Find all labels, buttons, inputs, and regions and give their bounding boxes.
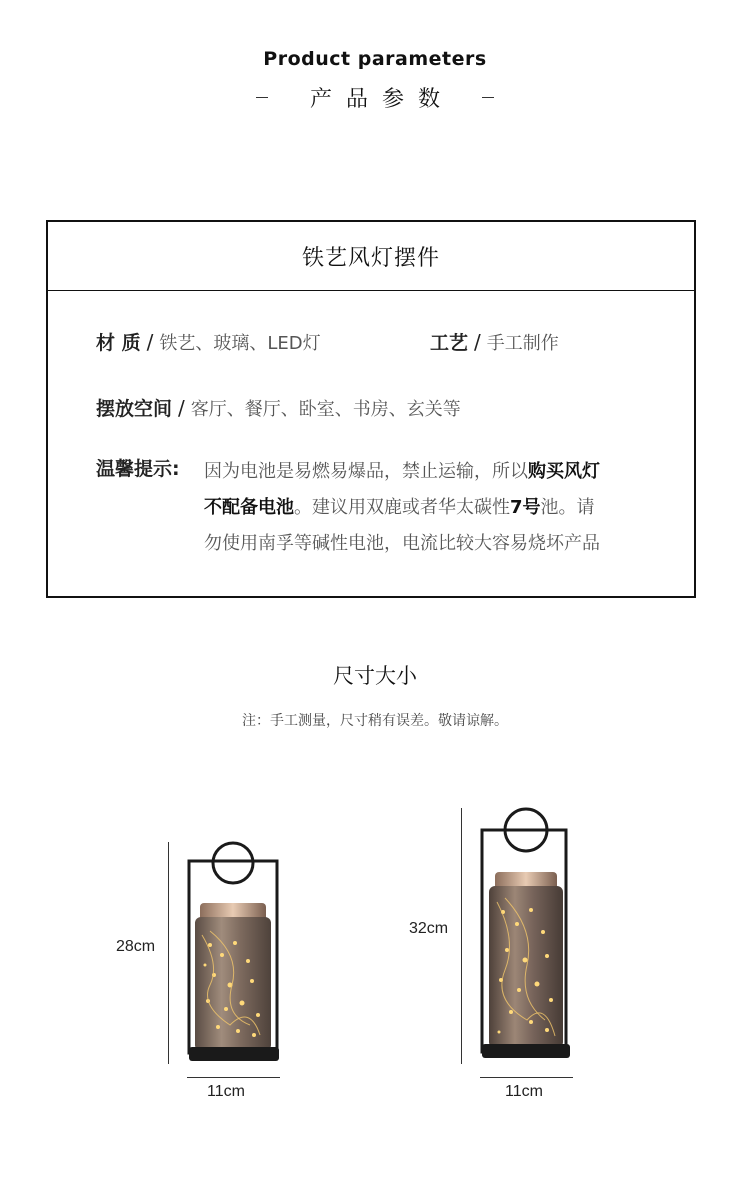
tips-text (204, 454, 674, 562)
large-width-label: 11cm (505, 1083, 543, 1100)
placement-value: 客厅、餐厅、卧室、书房、玄关等 (190, 399, 461, 420)
small-lantern-image (180, 835, 290, 1065)
size-note: 注：手工测量，尺寸稍有误差。敬请谅解。 (242, 713, 508, 729)
small-width-label: 11cm (207, 1083, 245, 1100)
title-english: Product parameters (263, 48, 487, 70)
large-jar (489, 886, 563, 1048)
tips-line-1-normal: 因为电池是易燃易爆品，禁止运输，所以 (204, 461, 528, 482)
small-ring (213, 843, 253, 883)
craft-slash: / (474, 330, 481, 354)
large-base (482, 1044, 570, 1058)
title-dash-right (482, 97, 494, 98)
small-jar (195, 917, 271, 1051)
material-label: 材 质 (96, 332, 141, 354)
large-height-line (461, 808, 462, 1064)
title-chinese-row (0, 82, 750, 113)
craft-value: 手工制作 (486, 333, 559, 354)
tips-line-1-bold: 购买风灯 (528, 461, 600, 482)
parameter-box (46, 220, 696, 598)
small-height-line (168, 842, 169, 1064)
tips-line-2 (204, 490, 674, 526)
size-title: 尺寸大小 (333, 664, 417, 688)
large-width-line (480, 1077, 573, 1078)
material-value: 铁艺、玻璃、LED灯 (159, 333, 321, 354)
craft-label: 工艺 (430, 332, 469, 354)
large-height-label: 32cm (409, 920, 449, 937)
small-base (189, 1047, 279, 1061)
tips-line-2-bold: 不配备电池 (204, 497, 294, 518)
product-name: 铁艺风灯摆件 (48, 222, 694, 291)
small-width-line (187, 1077, 280, 1078)
tips-label: 温馨提示: (96, 458, 180, 480)
placement-row (96, 394, 461, 421)
placement-label: 摆放空间 (96, 398, 173, 420)
title-dash-left (256, 97, 268, 98)
title-chinese: 产品参数 (309, 87, 454, 112)
material-slash: / (146, 330, 154, 354)
tips-line-3: 勿使用南孚等碱性电池，电流比较大容易烧坏产品 (204, 533, 600, 554)
tips-line-2-bold-2: 7号 (510, 497, 541, 518)
tips-line-1 (204, 454, 674, 490)
placement-slash: / (178, 396, 185, 420)
large-lantern-image (473, 800, 583, 1065)
craft-row (430, 328, 559, 355)
material-row (96, 328, 321, 355)
tips-label-wrap (96, 454, 180, 481)
small-height-label: 28cm (116, 938, 156, 955)
tips-line-2-normal: 。建议用双鹿或者华太碳性 (294, 497, 510, 518)
tips-line-2-normal-2: 池。请 (540, 497, 595, 518)
